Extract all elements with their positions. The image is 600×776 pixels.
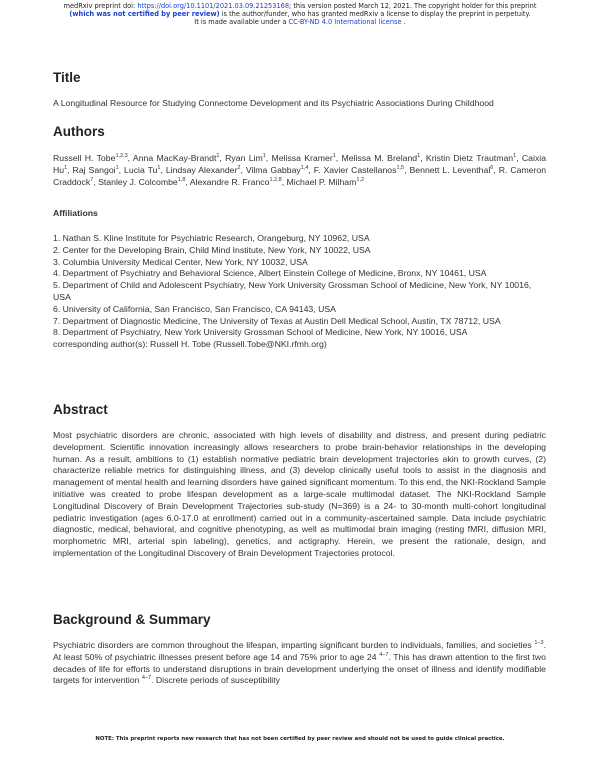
author-affiliation-marker: 1 bbox=[417, 153, 421, 160]
author-list: Russell H. Tobe$^{1,2,3}$, Anna MacKay-Brandt$^1$, Ryan Lim$^1$, Melissa Kramer$^1$, Melissa M. Breland$^1$, Kristin Dietz Trautman$^1$, Caixia Hu$^1$, Raj Sangoi$^1$, Lucia Tu$^1$, Lindsay Alexander$^2$, Vilma Gabbay$^{1,4}$, F. Xavier Castellanos$^{1,5}$, Bennett L. Leventhal$^6$, R. Cameron Craddock$^7$, Stanley J. Colcombe$^{1,8}$, Alexandre R. Franco$^{1,2,8}$, Michael P. Milham$^{1,2}$ bbox=[53, 153, 547, 187]
peer-review-note: NOTE: This preprint reports new research that has not been certified by peer review and should not be used to guide clinical practice. bbox=[95, 736, 505, 742]
author-name: Stanley J. Colcombe bbox=[98, 176, 178, 187]
banner-line-1: medRxiv preprint doi: https://doi.org/10.1101/2021.03.09.21253168; this version posted March 12, 2021. The copyright holder for this preprint bbox=[63, 2, 537, 10]
banner-line-2: (which was not certified by peer review) is the author/funder, who has granted medRxiv a license to display the preprint in perpetuity. bbox=[69, 10, 531, 18]
background-text: Psychiatric disorders are common throughout the lifespan, imparting significant burden to individuals, families, and societies $^{1-3}$. At least 50% of psychiatric illnesses present before age 14 and 75% prior to age 24 $^{4-7}$. This has drawn attention to the first two decades of life for efforts to understand disruptions in brain development underlying the onset of illness and identify modifiable targets for intervention $^{4-7}$. Discrete periods of susceptibility bbox=[53, 640, 546, 686]
preprint-banner bbox=[0, 2, 600, 26]
affiliation-item: 8. Department of Psychiatry, New York University Grossman School of Medicine, New York, NY 10016, USA bbox=[53, 327, 468, 338]
authors-heading: Authors bbox=[53, 124, 105, 139]
paper-title: A Longitudinal Resource for Studying Connectome Development and its Psychiatric Associations During Childhood bbox=[53, 98, 494, 108]
affiliation-list bbox=[53, 233, 546, 339]
title-heading: Title bbox=[53, 70, 81, 85]
affiliations-block bbox=[53, 233, 546, 351]
author-name: Ryan Lim bbox=[225, 153, 263, 163]
author-affiliation-marker: 1,4 bbox=[300, 164, 309, 171]
author-affiliation-marker: 1 bbox=[332, 153, 336, 160]
author-name: Raj Sangoi bbox=[72, 164, 116, 175]
author-affiliation-marker: 1 bbox=[115, 164, 119, 171]
affiliation-item: 1. Nathan S. Kline Institute for Psychiatric Research, Orangeburg, NY 10962, USA bbox=[53, 233, 370, 243]
affiliation-item: 3. Columbia University Medical Center, New York, NY 10032, USA bbox=[53, 256, 308, 267]
affiliation-item: 7. Department of Diagnostic Medicine, The University of Texas at Austin Dell Medical School, Austin, TX 78712, USA bbox=[53, 315, 501, 326]
author-name: Lindsay Alexander bbox=[165, 164, 238, 175]
affiliations-heading: Affiliations bbox=[53, 208, 98, 218]
author-affiliation-marker: 1,5 bbox=[396, 164, 405, 171]
author-name: Melissa M. Breland bbox=[341, 153, 418, 163]
author-affiliation-marker: 2 bbox=[237, 164, 241, 171]
citation: 4–7 bbox=[379, 651, 389, 658]
abstract-text: Most psychiatric disorders are chronic, associated with high levels of disability and distress, and present during pediatric development. Scientific innovation increasingly allows researchers to probe brain-behavior relationships in the developing human. As a result, ambitions to (1) establish normative pediatric brain development trajectories akin to growth curves, (2) characterize reliable metrics for distinguishing illness, and (3) develop clinically useful tools to assist in the diagnosis and management of mental health and learning disorders have gained significant momentum. To this end, the NKI-Rockland Sample initiative was created to probe lifespan development as a large-scale multimodal dataset. The NKI-Rockland Sample Longitudinal Discovery of Brain Development Trajectories sub-study (N=369) is a 24- to 30-month multi-cohort longitudinal pediatric investigation (ages 6.0-17.0 at enrollment) carried out in a community-ascertained sample. Data include psychiatric diagnostic, medical, behavioral, and cognitive phenotyping, as well as multimodal brain imaging (resting fMRI, diffusion MRI, morphometric MRI, arterial spin labeling), genetics, and actigraphy. Herein, we present the rationale, design, and implementation of the Longitudinal Discovery of Brain Development Trajectories protocol. bbox=[53, 430, 546, 558]
author-name: Caixia Hu bbox=[53, 153, 547, 175]
author-name: F. Xavier Castellanos bbox=[313, 164, 397, 175]
author-affiliation-marker: 1,2,3 bbox=[115, 153, 128, 160]
author-name: R. Cameron Craddock bbox=[53, 164, 547, 187]
author-affiliation-marker: 1,2,8 bbox=[269, 176, 282, 183]
citation: 1–3 bbox=[534, 640, 544, 647]
author-name: Vilma Gabbay bbox=[245, 164, 301, 175]
affiliation-item: 5. Department of Child and Adolescent Psychiatry, New York University Grossman School of Medicine, New York, NY 10016, USA bbox=[53, 280, 532, 302]
affiliation-item: 4. Department of Psychiatry and Behavioral Science, Albert Einstein College of Medicine, Bronx, NY 10461, USA bbox=[53, 268, 487, 279]
author-name: Michael P. Milham bbox=[286, 176, 357, 187]
license-link[interactable]: CC-BY-ND 4.0 International license bbox=[288, 18, 402, 26]
author-affiliation-marker: 1 bbox=[513, 153, 517, 160]
author-affiliation-marker: 1,2 bbox=[356, 176, 365, 183]
author-affiliation-marker: 1 bbox=[216, 153, 220, 160]
abstract-heading: Abstract bbox=[53, 402, 108, 417]
author-affiliation-marker: 1 bbox=[262, 153, 266, 160]
author-name: Bennett L. Leventhal bbox=[409, 164, 491, 175]
author-affiliation-marker: 1 bbox=[157, 164, 161, 171]
author-affiliation-marker: 6 bbox=[490, 164, 494, 171]
citation: 4–7 bbox=[141, 675, 152, 682]
corresponding-author: corresponding author(s): Russell H. Tobe (Russell.Tobe@NKI.rfmh.org) bbox=[53, 339, 327, 350]
author-name: Anna MacKay-Brandt bbox=[132, 153, 217, 163]
author-affiliation-marker: 1 bbox=[64, 164, 68, 171]
doi-link[interactable]: https://doi.org/10.1101/2021.03.09.21253168 bbox=[137, 2, 290, 10]
banner-line-3: It is made available under a CC-BY-ND 4.0 International license . bbox=[194, 18, 406, 26]
affiliation-item: 6. University of California, San Francisco, San Francisco, CA 94143, USA bbox=[53, 303, 336, 314]
affiliation-item: 2. Center for the Developing Brain, Child Mind Institute, New York, NY 10022, USA bbox=[53, 244, 371, 255]
background-heading: Background & Summary bbox=[53, 612, 211, 627]
author-name: Russell H. Tobe bbox=[53, 153, 116, 163]
author-name: Melissa Kramer bbox=[271, 153, 333, 163]
author-name: Lucia Tu bbox=[124, 164, 158, 175]
author-affiliation-marker: 1,8 bbox=[177, 176, 186, 183]
author-name: Alexandre R. Franco bbox=[189, 176, 270, 187]
author-affiliation-marker: 7 bbox=[90, 176, 94, 183]
author-name: Kristin Dietz Trautman bbox=[425, 153, 514, 163]
